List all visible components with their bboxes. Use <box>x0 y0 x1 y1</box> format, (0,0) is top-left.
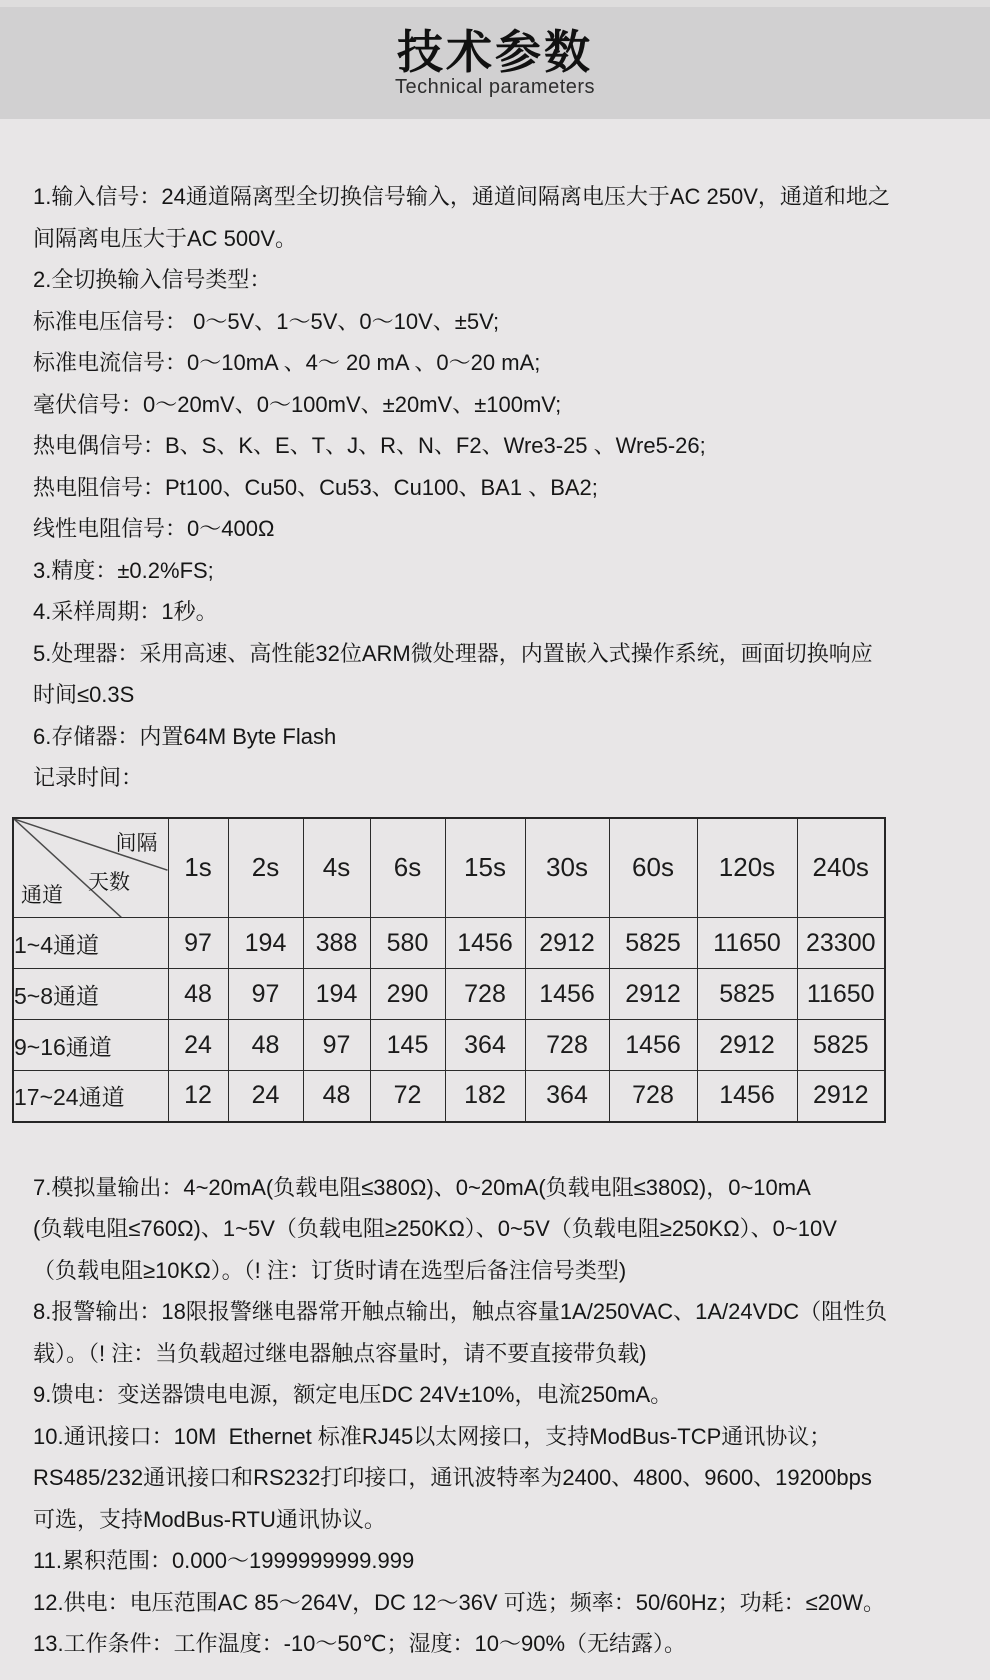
cell: 97 <box>228 969 303 1020</box>
column-header: 240s <box>797 818 885 918</box>
spec-line: 7.模拟量输出：4~20mA(负载电阻≤380Ω)、0~20mA(负载电阻≤380Ω)，0~10mA <box>33 1174 811 1200</box>
spec-line: 12.供电：电压范围AC 85～264V，DC 12～36V 可选；频率：50/60Hz；功耗：≤20W。 <box>33 1589 885 1615</box>
page-title: 技术参数 <box>397 26 593 79</box>
cell: 728 <box>525 1020 609 1071</box>
spec-line: 3.精度：±0.2%FS; <box>33 557 214 583</box>
corner-label-days: 天数 <box>88 870 130 894</box>
cell: 2912 <box>797 1071 885 1122</box>
top-strip <box>0 0 990 7</box>
column-header: 1s <box>168 818 228 918</box>
spec-line: 5.处理器：采用高速、高性能32位ARM微处理器，内置嵌入式操作系统，画面切换响应 <box>33 640 873 666</box>
corner-label-interval: 间隔 <box>115 831 158 855</box>
row-label: 17~24通道 <box>13 1071 168 1122</box>
column-header: 6s <box>370 818 445 918</box>
cell: 72 <box>370 1071 445 1122</box>
spec-line: 13.工作条件：工作温度：-10～50℃；湿度：10～90%（无结露）。 <box>33 1631 687 1656</box>
cell: 1456 <box>697 1071 797 1122</box>
spec-line: 载）。（! 注：当负载超过继电器触点容量时，请不要直接带负载) <box>33 1340 647 1366</box>
cell: 728 <box>609 1071 697 1122</box>
corner-label-channel: 通道 <box>21 884 63 907</box>
spec-line: 间隔离电压大于AC 500V。 <box>33 225 298 251</box>
cell: 5825 <box>797 1020 885 1071</box>
cell: 145 <box>370 1020 445 1071</box>
column-header: 30s <box>525 818 609 918</box>
cell: 1456 <box>525 969 609 1020</box>
cell: 23300 <box>797 918 885 969</box>
spec-line: 11.累积范围：0.000～1999999999.999 <box>33 1548 415 1573</box>
spec-line: 线性电阻信号：0～400Ω <box>33 516 275 541</box>
spec-line: 2.全切换输入信号类型： <box>33 267 272 292</box>
title-band <box>0 7 990 119</box>
row-label: 1~4通道 <box>13 918 168 969</box>
cell: 2912 <box>609 969 697 1020</box>
column-header: 120s <box>697 818 797 918</box>
cell: 1456 <box>445 918 525 969</box>
cell: 5825 <box>609 918 697 969</box>
cell: 11650 <box>797 969 885 1020</box>
spec-line: 标准电压信号： 0～5V、1～5V、0～10V、±5V; <box>33 308 500 334</box>
spec-line: 8.报警输出：18限报警继电器常开触点输出，触点容量1A/250VAC、1A/24VDC（阻性负 <box>33 1299 888 1324</box>
cell: 290 <box>370 969 445 1020</box>
cell: 2912 <box>697 1020 797 1071</box>
spec-line: 1.输入信号：24通道隔离型全切换信号输入，通道间隔离电压大于AC 250V，通道和地之 <box>33 184 890 209</box>
spec-line: （负载电阻≥10KΩ）。（! 注：订货时请在选型后备注信号类型) <box>33 1257 627 1283</box>
spec-line: 6.存储器：内置64M Byte Flash <box>33 723 337 749</box>
record-time-table-wrap <box>12 817 990 1123</box>
cell: 194 <box>303 969 370 1020</box>
cell: 48 <box>168 969 228 1020</box>
table-row <box>13 969 885 1020</box>
cell: 24 <box>168 1020 228 1071</box>
cell: 5825 <box>697 969 797 1020</box>
cell: 1456 <box>609 1020 697 1071</box>
row-label: 5~8通道 <box>13 969 168 1020</box>
spec-line: RS485/232通讯接口和RS232打印接口，通讯波特率为2400、4800、9600、19200bps <box>33 1465 872 1490</box>
cell: 388 <box>303 918 370 969</box>
spec-line: (负载电阻≤760Ω)、1~5V（负载电阻≥250KΩ）、0~5V（负载电阻≥250KΩ）、0~10V <box>33 1216 837 1241</box>
cell: 728 <box>445 969 525 1020</box>
spec-line: 标准电流信号：0～10mA 、4～ 20 mA 、0～20 mA; <box>33 350 541 375</box>
table-corner-cell <box>13 818 168 918</box>
cell: 24 <box>228 1071 303 1122</box>
cell: 364 <box>445 1020 525 1071</box>
table-row <box>13 1020 885 1071</box>
spec-line: 10.通讯接口：10M Ethernet 标准RJ45以太网接口，支持ModBus-TCP通讯协议； <box>33 1423 832 1449</box>
specs-top-block <box>33 176 962 799</box>
column-header: 4s <box>303 818 370 918</box>
column-header: 15s <box>445 818 525 918</box>
specs-bottom-block <box>33 1167 962 1665</box>
cell: 182 <box>445 1071 525 1122</box>
spec-line: 时间≤0.3S <box>33 682 135 707</box>
cell: 194 <box>228 918 303 969</box>
spec-line: 热电偶信号：B、S、K、E、T、J、R、N、F2、Wre3-25 、Wre5-26; <box>33 433 706 458</box>
spec-line: 可选，支持ModBus-RTU通讯协议。 <box>33 1506 386 1532</box>
table-row <box>13 918 885 969</box>
cell: 2912 <box>525 918 609 969</box>
table-row <box>13 1071 885 1122</box>
cell: 48 <box>228 1020 303 1071</box>
record-time-table <box>12 817 886 1123</box>
cell: 97 <box>168 918 228 969</box>
spec-line: 毫伏信号：0～20mV、0～100mV、±20mV、±100mV; <box>33 391 562 417</box>
cell: 48 <box>303 1071 370 1122</box>
cell: 580 <box>370 918 445 969</box>
spec-line: 记录时间： <box>33 765 144 790</box>
spec-line: 热电阻信号：Pt100、Cu50、Cu53、Cu100、BA1 、BA2; <box>33 474 598 500</box>
cell: 97 <box>303 1020 370 1071</box>
spec-line: 4.采样周期：1秒。 <box>33 599 218 624</box>
cell: 12 <box>168 1071 228 1122</box>
row-label: 9~16通道 <box>13 1020 168 1071</box>
cell: 364 <box>525 1071 609 1122</box>
column-header: 2s <box>228 818 303 918</box>
cell: 11650 <box>697 918 797 969</box>
page-subtitle: Technical parameters <box>394 75 596 98</box>
column-header: 60s <box>609 818 697 918</box>
spec-line: 9.馈电：变送器馈电电源，额定电压DC 24V±10%，电流250mA。 <box>33 1382 673 1407</box>
